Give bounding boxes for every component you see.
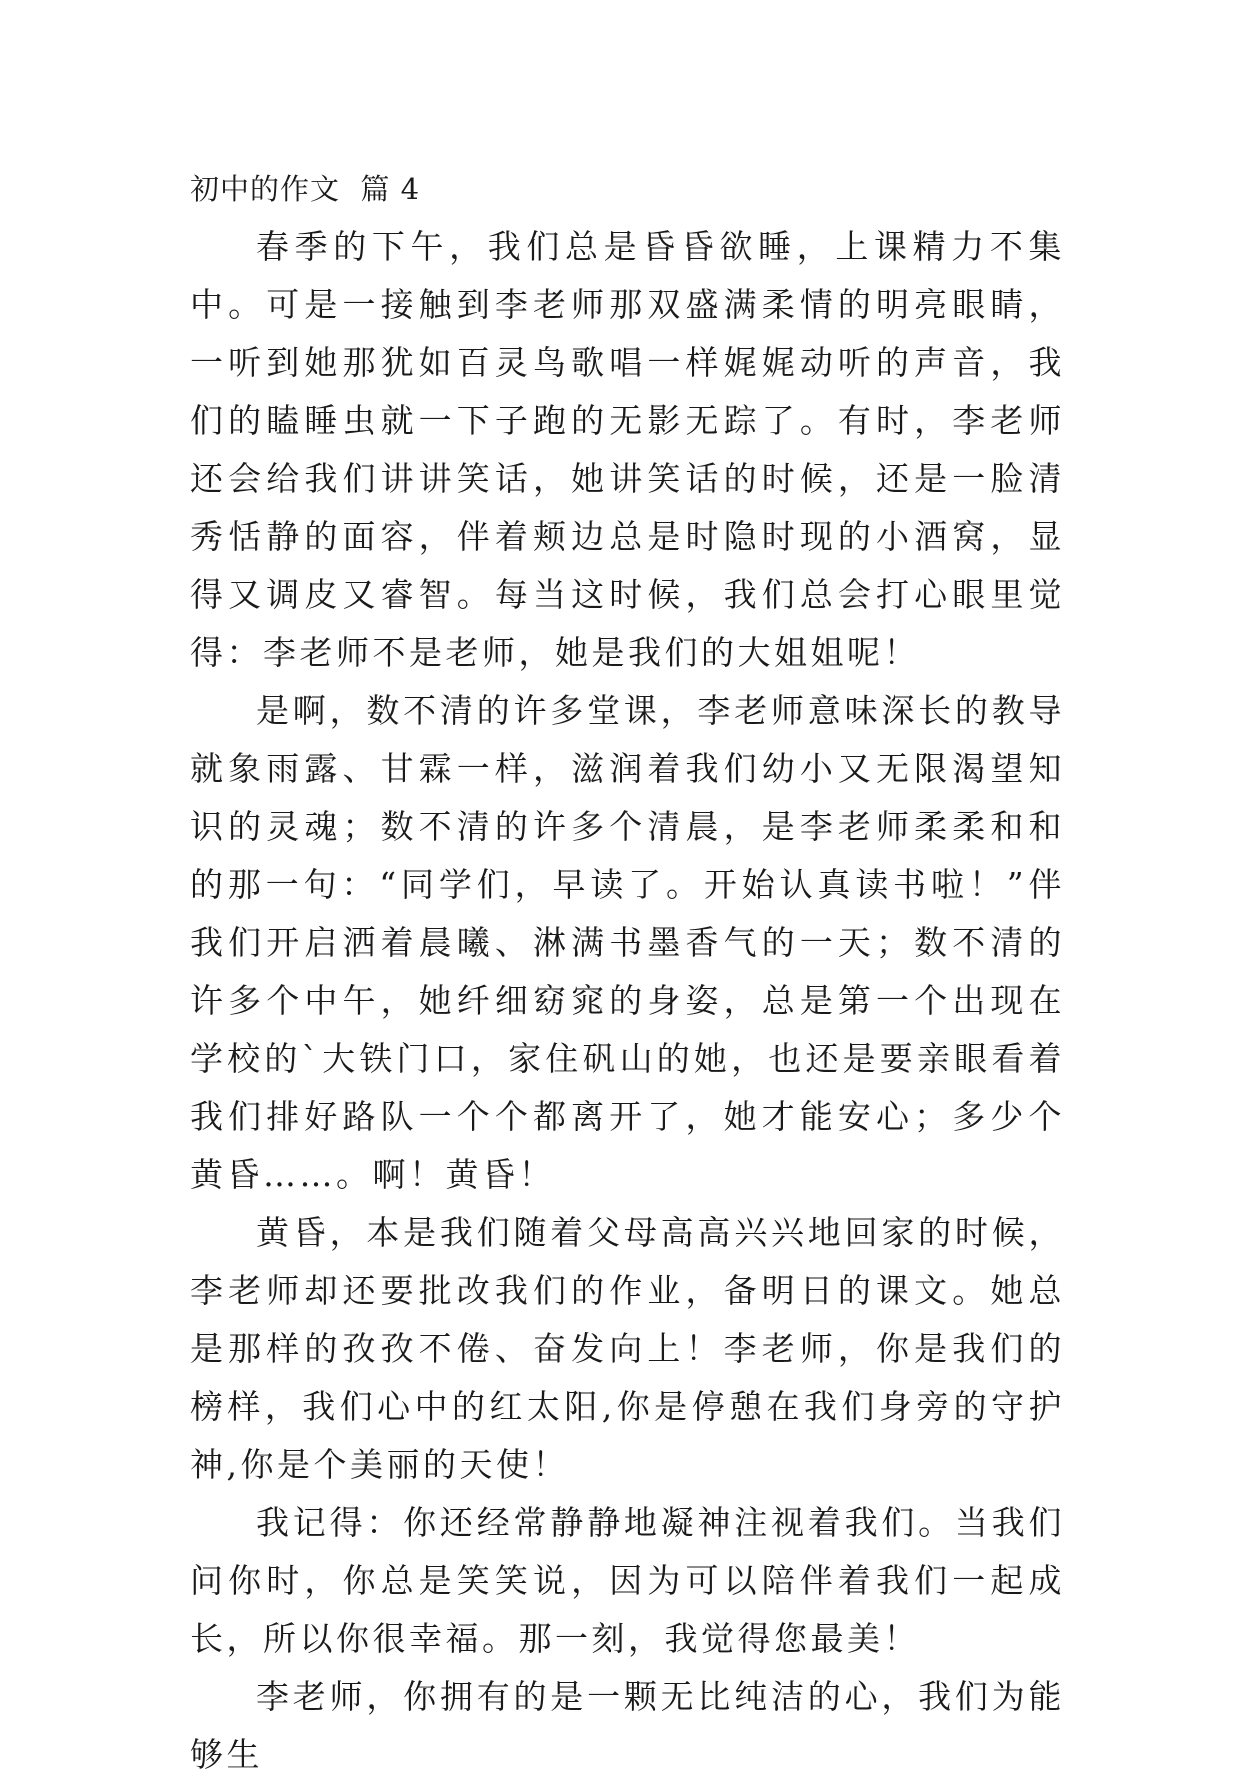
- document-body: [190, 160, 1065, 1784]
- paragraph-5: 李老师，你拥有的是一颗无比纯洁的心，我们为能够生: [190, 1677, 1065, 1774]
- paragraph-1: 春季的下午，我们总是昏昏欲睡，上课精力不集中。可是一接触到李老师那双盛满柔情的明亮眼睛，一听到她那犹如百灵鸟歌唱一样娓娓动听的声音，我们的瞌睡虫就一下子跑的无影无踪了。有时，李老师还会给我们讲讲笑话，她讲笑话的时候，还是一脸清秀恬静的面容，伴着颊边总是时隐时现的小酒窝，显得又调皮又睿智。每当这时候，我们总会打心眼里觉得：李老师不是老师，她是我们的大姐姐呢！: [190, 227, 1065, 672]
- paragraph-2: 是啊，数不清的许多堂课，李老师意味深长的教导就象雨露、甘霖一样，滋润着我们幼小又无限渴望知识的灵魂；数不清的许多个清晨，是李老师柔柔和和的那一句：“同学们，早读了。开始认真读书啦！”伴我们开启洒着晨曦、淋满书墨香气的一天；数不清的许多个中午，她纤细窈窕的身姿，总是第一个出现在学校的`大铁门口，家住矾山的她，也还是要亲眼看着我们排好路队一个个都离开了，她才能安心；多少个黄昏……。啊！黄昏！: [190, 691, 1065, 1194]
- paragraph-3: 黄昏，本是我们随着父母高高兴兴地回家的时候，李老师却还要批改我们的作业，备明日的课文。她总是那样的孜孜不倦、奋发向上！李老师，你是我们的榜样，我们心中的红太阳,你是停憩在我们身旁的守护神,你是个美丽的天使！: [190, 1213, 1065, 1484]
- paragraph-4: 我记得：你还经常静静地凝神注视着我们。当我们问你时，你总是笑笑说，因为可以陪伴着我们一起成长，所以你很幸福。那一刻，我觉得您最美！: [190, 1503, 1065, 1658]
- document-title: 初中的作文 篇 4: [190, 172, 421, 206]
